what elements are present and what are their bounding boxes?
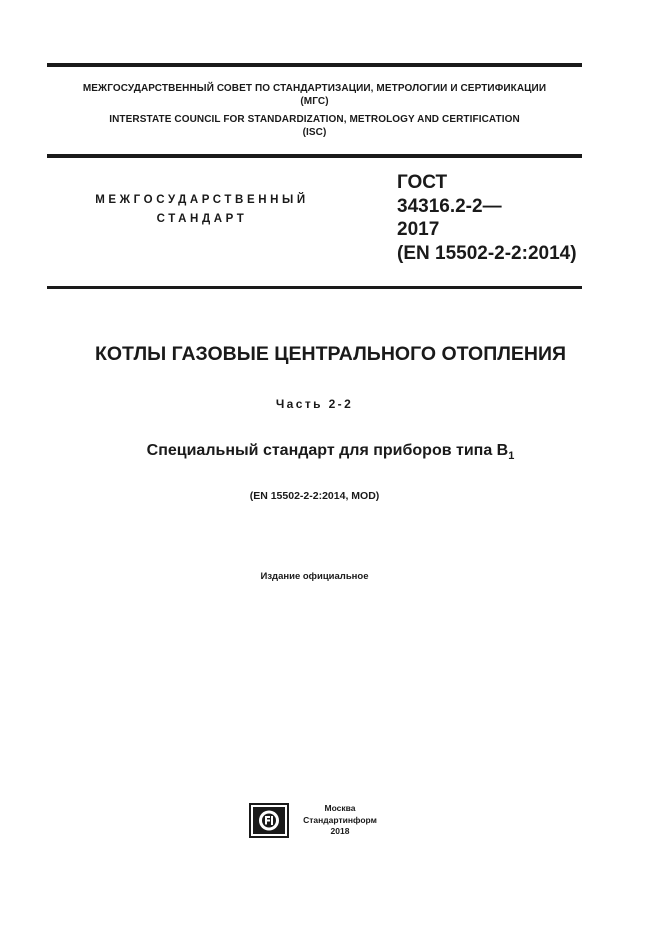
- subtitle-subscript: 1: [508, 450, 515, 462]
- council-name-en: [47, 113, 582, 139]
- council-name-en-line: INTERSTATE COUNCIL FOR STANDARDIZATION, METROLOGY AND CERTIFICATION: [109, 114, 520, 125]
- publisher-name: Стандартинформ: [303, 814, 377, 825]
- council-rule: [47, 154, 582, 158]
- header-rule: [47, 286, 582, 289]
- harmonization-note: (EN 15502-2-2:2014, MOD): [249, 490, 380, 502]
- gost-year: 2017: [397, 219, 440, 240]
- edition-note: Издание официальное: [260, 571, 369, 582]
- subtitle-text: Специальный стандарт для приборов типа B: [146, 442, 509, 459]
- gost-designation: [397, 171, 597, 265]
- council-name-ru-line: МЕЖГОСУДАРСТВЕННЫЙ СОВЕТ ПО СТАНДАРТИЗАЦИИ, МЕТРОЛОГИИ И СЕРТИФИКАЦИИ: [82, 83, 547, 94]
- publisher-city: Москва: [324, 803, 356, 813]
- council-abbr-en: (ISC): [302, 127, 327, 138]
- publisher-year: 2018: [330, 826, 350, 836]
- gost-label: ГОСТ: [397, 172, 448, 193]
- publisher-info: [292, 803, 388, 838]
- council-name-ru: [47, 82, 582, 108]
- standartinform-logo-icon: [249, 803, 289, 838]
- document-subtitle: [40, 442, 621, 462]
- gost-en-equivalent: (EN 15502-2-2:2014): [397, 242, 577, 264]
- standard-type: [62, 191, 342, 229]
- gost-number: 34316.2-2—: [397, 195, 502, 217]
- standard-type-line2: СТАНДАРТ: [156, 213, 248, 225]
- council-abbr-ru: (МГС): [300, 96, 329, 107]
- top-rule: [47, 63, 582, 67]
- document-title: КОТЛЫ ГАЗОВЫЕ ЦЕНТРАЛЬНОГО ОТОПЛЕНИЯ: [94, 343, 567, 365]
- document-part: Часть 2-2: [275, 397, 354, 411]
- standard-type-line1: МЕЖГОСУДАРСТВЕННЫЙ: [95, 194, 309, 206]
